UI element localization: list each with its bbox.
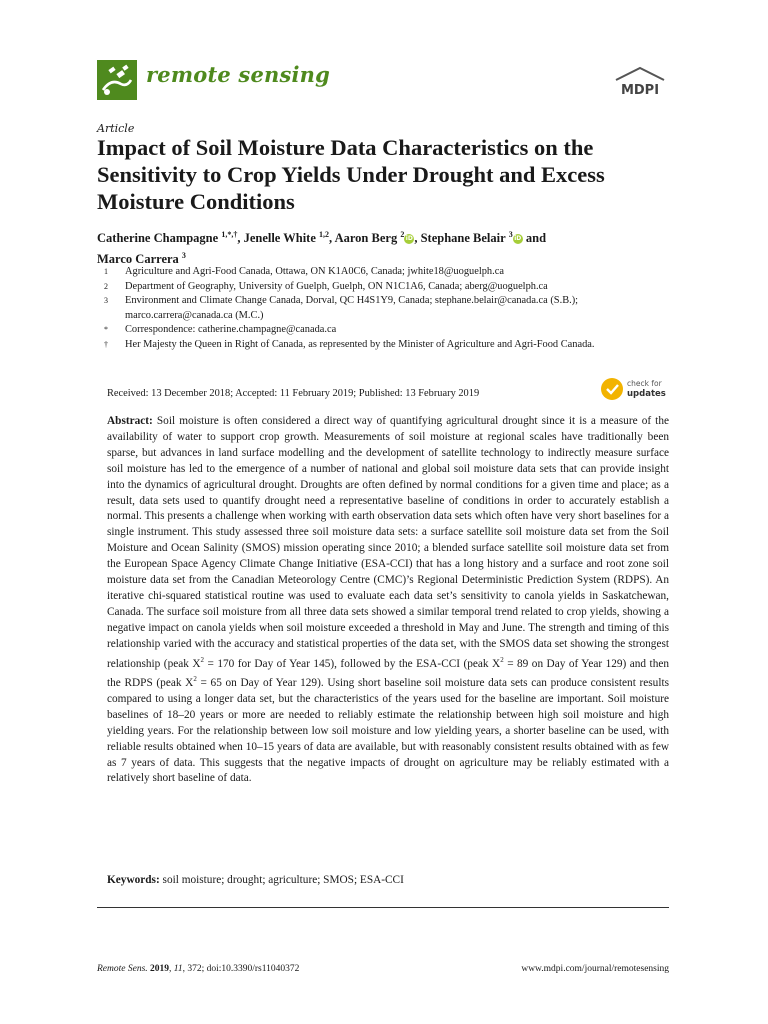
check-updates-line1: check for bbox=[627, 379, 662, 388]
publisher-logo-text: MDPI bbox=[620, 83, 660, 98]
keywords bbox=[107, 874, 669, 886]
affiliation bbox=[104, 280, 684, 295]
orcid-icon[interactable]: iD bbox=[405, 235, 413, 243]
journal-name: remote sensing bbox=[146, 62, 331, 87]
affiliation-mark: † bbox=[104, 339, 108, 349]
abstract-label: Abstract: bbox=[107, 415, 153, 427]
abstract-text: Soil moisture is often considered a direct way of quantifying agricultural drought since it is a measure of the availability of water to support crop growth. Measurements of soil moisture at regional scales have traditionally been sparse, but advances in land surface modelling and the development of satellite technology to indirectly measure surface soil moisture has led to the emergence of a number of national and global soil moisture data sets that can provide insight into the dynamics of agricultural drought. Droughts are often defined by normal conditions for a given time and place; as a result, data sets used to quantify drought need a representative baseline of conditions in order to accurately establish a normal. This presents a challenge when working with earth observation data sets which often have very short baselines for a single instrument. This study assessed three soil moisture data sets: a surface satellite soil moisture data set from the Soil Moisture and Ocean Salinity (SMOS) mission operating since 2010; a blended surface satellite soil moisture data set from the European Space Agency Climate Change Initiative (ESA-CCI) that has a long history and a surface and root zone soil moisture data set from the Canadian Meteorology Centre (CMC)’s Regional Deterministic Prediction System (RDPS). An iterative chi-squared statistical routine was used to evaluate each data set’s sensitivity to canola yields in Saskatchewan, Canada. The surface soil moisture from all three data sets showed a similar temporal trend related to crop yields, showing a negative impact on canola yields when soil moisture exceeded a threshold in May and June. The strength and timing of this relationship varied with the accuracy and statistical properties of the data set, with the SMOS data set showing the strongest relationship (peak X bbox=[107, 415, 669, 670]
chi-squared-exponent: 2 bbox=[500, 655, 504, 664]
citation-year: 2019 bbox=[150, 964, 170, 974]
citation-volume: 11 bbox=[173, 964, 183, 974]
journal-url[interactable]: www.mdpi.com/journal/remotesensing bbox=[521, 964, 669, 974]
check-updates-line2: updates bbox=[627, 389, 666, 399]
check-for-updates-icon[interactable] bbox=[600, 376, 672, 402]
affiliation-list bbox=[104, 265, 684, 352]
article-type: Article bbox=[97, 122, 135, 135]
chi-squared-exponent: 2 bbox=[200, 655, 205, 664]
author-affil-mark: 2 bbox=[400, 230, 405, 239]
author-separator: , bbox=[237, 231, 244, 246]
affiliation-text: Correspondence: catherine.champagne@canada.ca bbox=[125, 324, 337, 335]
affiliation-text: Environment and Climate Change Canada, Dorval, QC H4S1Y9, Canada; stephane.belair@canada.ca (S.B.); marco.carrera@canada.ca (M.C.) bbox=[125, 295, 579, 321]
citation-rest: , 372; doi:10.3390/rs11040372 bbox=[182, 964, 300, 974]
affiliation-note bbox=[104, 338, 684, 353]
author-name: Marco Carrera bbox=[97, 252, 179, 267]
citation-footer: Remote Sens. 2019, 11, 372; doi:10.3390/rs11040372 bbox=[97, 964, 300, 974]
author-affil-mark: 3 bbox=[181, 251, 186, 261]
affiliation-mark: * bbox=[104, 325, 108, 334]
author-name: Aaron Berg bbox=[334, 231, 398, 246]
divider bbox=[97, 907, 669, 908]
abstract bbox=[107, 414, 669, 787]
affiliation-mark: 3 bbox=[104, 296, 108, 305]
author-name: Catherine Champagne bbox=[97, 231, 219, 246]
affiliation bbox=[104, 294, 684, 323]
affiliation-text: Department of Geography, University of Guelph, Guelph, ON N1C1A6, Canada; aberg@uoguelph.ca bbox=[125, 280, 548, 292]
publication-dates: Received: 13 December 2018; Accepted: 11 February 2019; Published: 13 February 2019 bbox=[107, 388, 480, 399]
keywords-text: soil moisture; drought; agriculture; SMOS; ESA-CCI bbox=[159, 874, 404, 886]
author-list bbox=[97, 226, 657, 268]
orcid-icon[interactable]: iD bbox=[514, 235, 522, 243]
abstract-text: = 89 on Day of Year 129) and then the RDPS (peak X bbox=[107, 657, 669, 690]
author-affil-mark: 3 bbox=[508, 230, 513, 239]
article-title: Impact of Soil Moisture Data Characteristics on the Sensitivity to Crop Yields Under Drought and Excess Moisture Conditions bbox=[97, 135, 605, 214]
abstract-text: = 65 on Day of Year 129). Using short baseline soil moisture data sets can produce consistent results compared to using a longer data set, but the characteristics of the years used for the baseline are important. Soil moisture baselines of 18–20 years or more are needed to reliably estimate the relationship between high soil moisture and high yielding years. For the relationship between low soil moisture and low yielding years, a shorter baseline can be used, with reliable results obtained when 10–15 years of data are available, but with reasonably consistent results obtained with as few as 7 years of data. This suggests that the negative impacts of drought on agriculture may be reliably estimated with a relatively short baseline of data. bbox=[107, 677, 669, 785]
affiliation-text: Her Majesty the Queen in Right of Canada, as represented by the Minister of Agriculture and Agri-Food Canada. bbox=[125, 338, 595, 350]
chi-squared-exponent: 2 bbox=[193, 675, 197, 684]
affiliation-mark: 1 bbox=[104, 267, 108, 276]
keywords-label: Keywords: bbox=[107, 874, 160, 886]
affiliation-text: Agriculture and Agri-Food Canada, Ottawa, ON K1A0C6, Canada; jwhite18@uoguelph.ca bbox=[125, 266, 504, 277]
author-affil-mark: 1,2 bbox=[319, 230, 330, 239]
affiliation bbox=[104, 265, 684, 280]
author-separator: , bbox=[414, 231, 421, 246]
journal-logo-icon bbox=[97, 60, 137, 100]
affiliation-mark: 2 bbox=[104, 281, 108, 291]
author-name: Jenelle White bbox=[243, 231, 316, 246]
author-separator: , bbox=[329, 231, 335, 246]
author-and: and bbox=[525, 231, 547, 246]
author-affil-mark: 1,*,† bbox=[221, 230, 238, 239]
journal-abbr: Remote Sens. bbox=[97, 964, 148, 974]
author-name: Stephane Belair bbox=[420, 231, 506, 246]
correspondence bbox=[104, 323, 684, 338]
abstract-text: = 170 for Day of Year 145), followed by the ESA-CCI (peak X bbox=[204, 657, 501, 670]
mdpi-logo-icon bbox=[612, 66, 668, 102]
